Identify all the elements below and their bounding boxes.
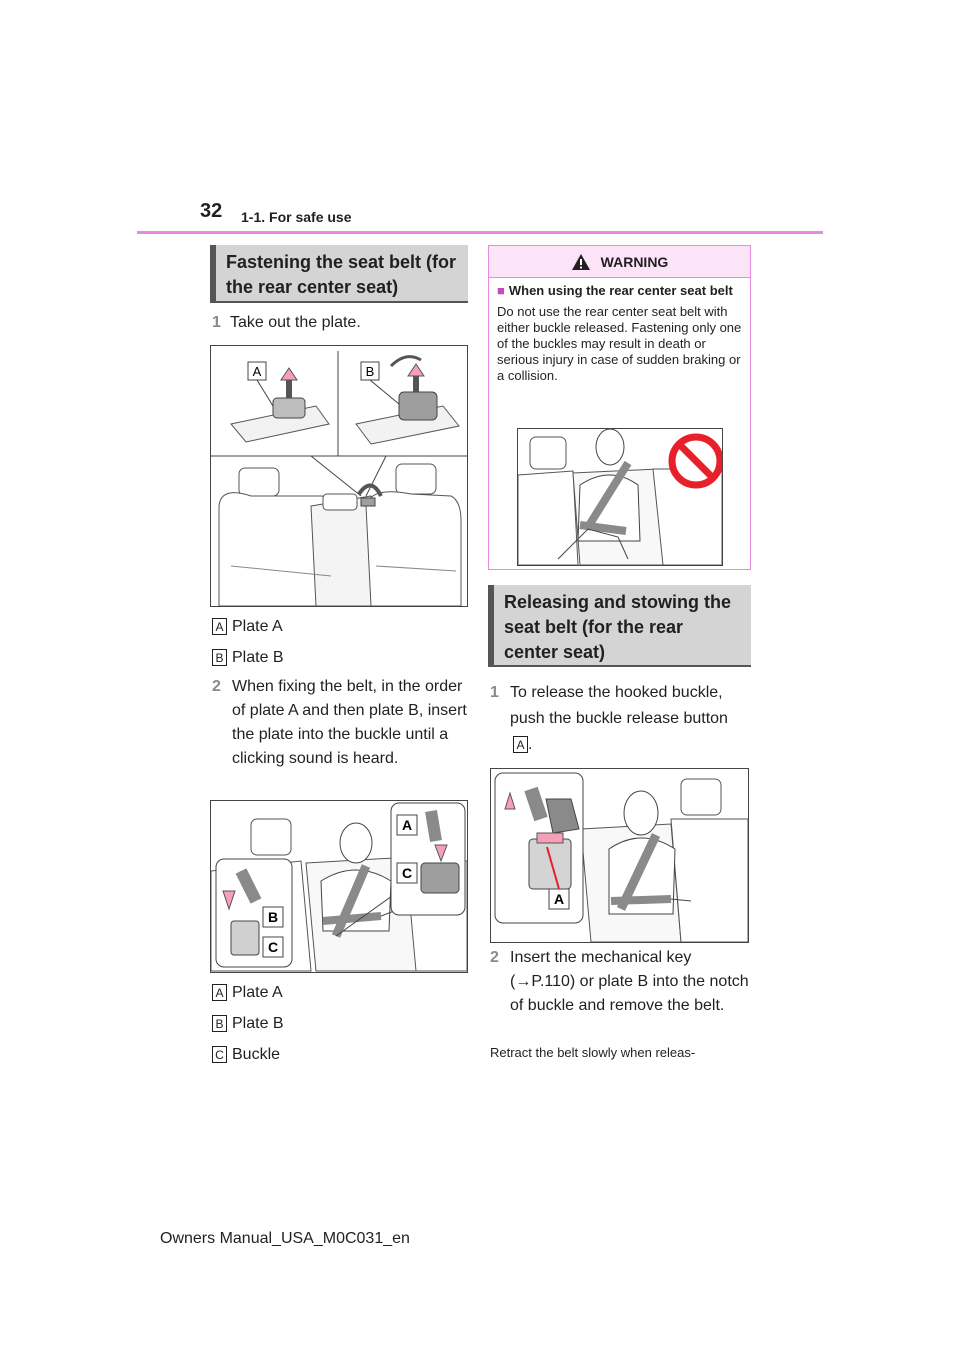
release-note: Retract the belt slowly when releas- xyxy=(490,1045,696,1060)
badge-c: C xyxy=(212,1046,227,1063)
step-text: To release the hooked buckle, push the buckle release button xyxy=(510,684,728,727)
fig2-label-c: C Buckle xyxy=(212,1045,280,1065)
right-step-1: 1 To release the hooked buckle, push the buckle release button A . xyxy=(490,680,750,758)
warning-subtitle: ■ When using the rear center seat belt xyxy=(497,283,733,298)
badge-b: B xyxy=(212,1015,227,1032)
callout-b: B xyxy=(267,909,279,925)
arrow-icon: → xyxy=(515,973,532,990)
warning-box xyxy=(488,245,751,570)
step-text: Insert the mechanical key ( xyxy=(510,949,692,990)
figure-1-illustration xyxy=(211,346,467,606)
square-bullet-icon: ■ xyxy=(497,283,505,298)
figure-take-out-plate xyxy=(210,345,468,607)
figure-release-buckle xyxy=(490,768,749,943)
left-step-2 xyxy=(212,675,468,771)
badge-a: A xyxy=(513,736,528,753)
callout-a: A xyxy=(553,891,565,907)
step-text: Take out the plate. xyxy=(230,314,361,331)
figure-warning-illustration xyxy=(517,428,723,566)
fig2-label-a: A Plate A xyxy=(212,983,283,1003)
figure-insert-plate xyxy=(210,800,468,973)
warning-title: WARNING xyxy=(600,253,669,270)
callout-c2: C xyxy=(401,865,413,881)
step-text: When fixing the belt, in the order of plate A and then plate B, insert the plate into the buckle until a clicking sound is heard. xyxy=(232,678,467,767)
fig1-label-b: B Plate B xyxy=(212,648,284,668)
section-title: 1-1. For safe use xyxy=(241,209,352,225)
fig2-label-b: B Plate B xyxy=(212,1014,284,1034)
step-number: 1 xyxy=(212,314,221,331)
callout-c: C xyxy=(267,939,279,955)
figure-3-illustration xyxy=(518,429,722,565)
badge-a: A xyxy=(212,618,227,635)
badge-b: B xyxy=(212,649,227,666)
callout-b: B xyxy=(365,364,375,379)
warning-triangle-icon xyxy=(571,253,591,271)
header-rule xyxy=(137,231,823,234)
callout-a: A xyxy=(252,364,262,379)
warning-header xyxy=(489,246,750,278)
page-number: 32 xyxy=(200,200,223,222)
left-step-1 xyxy=(212,311,468,335)
callout-a: A xyxy=(401,817,413,833)
step-number: 1 xyxy=(490,684,499,701)
fig1-label-a: A Plate A xyxy=(212,617,283,637)
footer-manual-id: Owners Manual_USA_M0C031_en xyxy=(160,1230,410,1247)
badge-a: A xyxy=(212,984,227,1001)
releasing-heading: Releasing and stowing the seat belt (for the rear center seat) xyxy=(488,585,751,667)
step-number: 2 xyxy=(212,678,221,695)
step-number: 2 xyxy=(490,949,499,966)
fastening-heading: Fastening the seat belt (for the rear center seat) xyxy=(210,245,468,303)
figure-4-illustration xyxy=(491,769,748,942)
figure-2-illustration xyxy=(211,801,467,972)
warning-body: Do not use the rear center seat belt with either buckle released. Fastening only one of the buckles may result in death or serious injury in case of sudden braking or a collision. xyxy=(497,304,742,383)
right-step-2: 2 Insert the mechanical key (→P.110) or plate B into the notch of buckle and remove the belt. xyxy=(490,946,750,1018)
